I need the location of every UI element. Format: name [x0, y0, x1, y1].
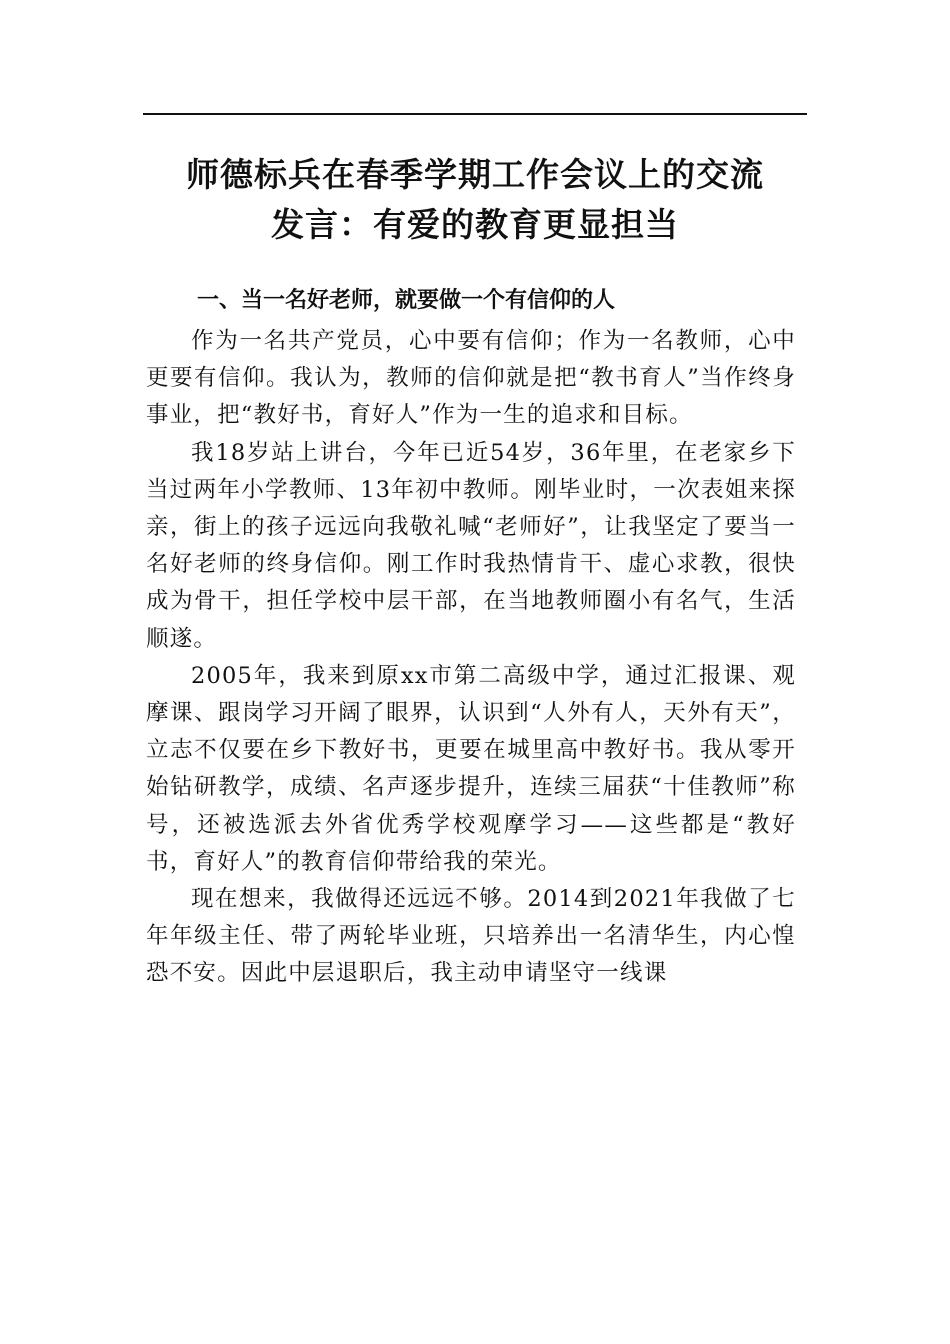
title-line-1: 师德标兵在春季学期工作会议上的交流	[186, 155, 764, 194]
body-text	[146, 323, 796, 993]
title-line-2: 发言：有爱的教育更显担当	[271, 205, 679, 244]
paragraph-2: 我18岁站上讲台，今年已近54岁，36年里，在老家乡下当过两年小学教师、13年初中教师。刚毕业时，一次表姐来探亲，街上的孩子远远向我敬礼喊“老师好”，让我坚定了要当一名好老师的终身信仰。刚工作时我热情肯干、虚心求教，很快成为骨干，担任学校中层干部，在当地教师圈小有名气，生活顺遂。	[146, 439, 796, 652]
document-title	[143, 150, 807, 250]
paragraph-3: 2005年，我来到原xx市第二高级中学，通过汇报课、观摩课、跟岗学习开阔了眼界，认识到“人外有人，天外有天”，立志不仅要在乡下教好书，更要在城里高中教好书。我从零开始钻研教学，成绩、名声逐步提升，连续三届获“十佳教师”称号，还被选派去外省优秀学校观摩学习——这些都是“教好书，育好人”的教育信仰带给我的荣光。	[146, 662, 796, 875]
header-rule	[143, 113, 807, 115]
paragraph-1: 作为一名共产党员，心中要有信仰；作为一名教师，心中更要有信仰。我认为，教师的信仰就是把“教书育人”当作终身事业，把“教好书，育好人”作为一生的追求和目标。	[146, 328, 796, 429]
paragraph-4: 现在想来，我做得还远远不够。2014到2021年我做了七年年级主任、带了两轮毕业班，只培养出一名清华生，内心惶恐不安。因此中层退职后，我主动申请坚守一线课	[146, 886, 796, 987]
section-heading: 一、当一名好老师，就要做一个有信仰的人	[197, 288, 616, 313]
